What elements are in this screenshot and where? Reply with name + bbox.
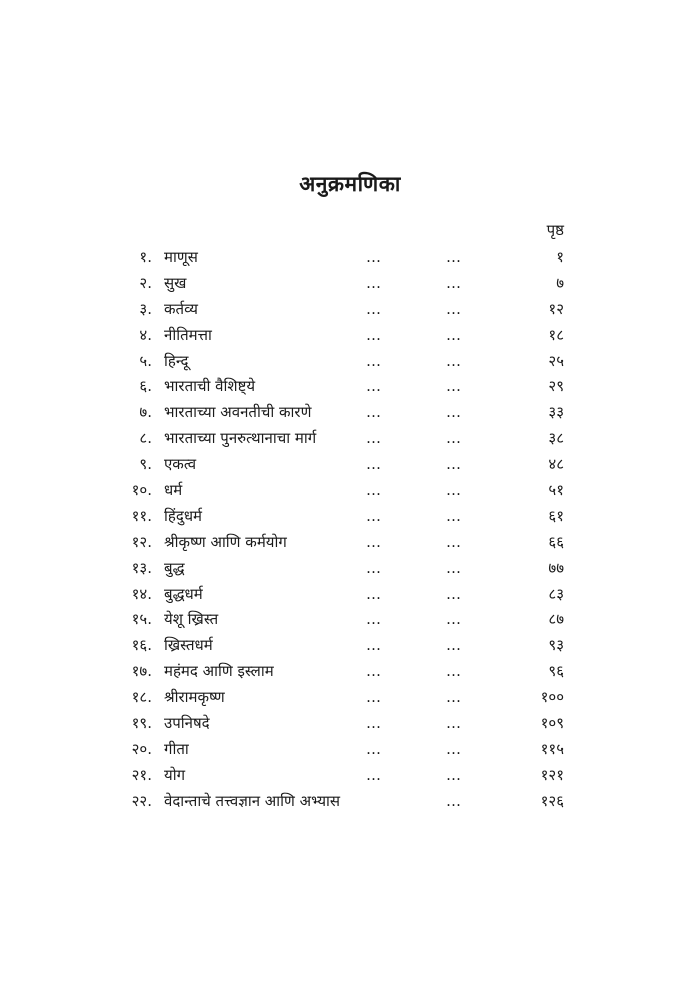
toc-entry-title: बुद्ध: [164, 558, 185, 577]
toc-entry-number: १३.: [131, 558, 152, 577]
toc-leader-dots: …: [446, 610, 462, 629]
toc-entry-title: हिन्दू: [164, 351, 189, 370]
toc-entry-number: १.: [139, 248, 152, 266]
toc-leader-dots: …: [366, 610, 382, 629]
toc-entry-number: १०.: [131, 481, 152, 500]
toc-entry-page: २५: [548, 351, 564, 370]
toc-entry-title: योग: [164, 765, 186, 784]
toc-entry: [0, 374, 700, 400]
toc-entry-title: माणूस: [164, 248, 198, 266]
toc-leader-dots: …: [446, 325, 462, 344]
toc-entry-number: २०.: [131, 739, 152, 758]
toc-entry-title: श्रीकृष्ण आणि कर्मयोग: [164, 532, 287, 551]
toc-entry-page: १८: [548, 325, 564, 344]
toc-entry-page: ६६: [548, 532, 564, 551]
toc-entry-title: बुद्धधर्म: [164, 584, 203, 603]
toc-leader-dots: …: [366, 248, 382, 266]
toc-leader-dots: …: [366, 688, 382, 707]
toc-entry-title: भारताच्या अवनतीची कारणे: [164, 403, 312, 422]
toc-leader-dots: …: [366, 481, 382, 500]
toc-leader-dots: …: [366, 455, 382, 474]
toc-leader-dots: …: [446, 273, 462, 292]
toc-entry-page: ४८: [548, 455, 564, 474]
toc-entry-page: ११५: [540, 739, 564, 758]
toc-entry-page: १०९: [540, 714, 564, 733]
page-column-header: पृष्ठ: [546, 221, 564, 239]
toc-entry-title: गीता: [164, 739, 189, 758]
toc-entry-title: भारताच्या पुनरुत्थानाचा मार्ग: [164, 429, 317, 448]
toc-entry-number: १८.: [131, 688, 152, 707]
toc-entry-page: ८३: [548, 584, 564, 603]
toc-leader-dots: …: [446, 377, 462, 396]
toc-entry-number: १२.: [131, 532, 152, 551]
toc-leader-dots: …: [366, 532, 382, 551]
toc-leader-dots: …: [366, 299, 382, 318]
toc-entry-number: १७.: [131, 662, 152, 681]
toc-leader-dots: …: [446, 403, 462, 422]
toc-entry-page: ७७: [548, 558, 564, 577]
toc-entry: [0, 582, 700, 608]
toc-entry-title: ख्रिस्तधर्म: [164, 636, 213, 655]
toc-leader-dots: …: [446, 739, 462, 758]
toc-entry-page: ९६: [548, 662, 564, 681]
toc-entry-number: १५.: [131, 610, 152, 629]
toc-entry-title: हिंदुधर्म: [164, 506, 203, 525]
toc-entry-number: ५.: [139, 351, 152, 370]
toc-entry-number: २२.: [131, 791, 152, 810]
toc-entry-number: २१.: [131, 765, 152, 784]
toc-entry-page: ७: [556, 273, 564, 292]
toc-entry-title: एकत्व: [164, 455, 197, 474]
toc-leader-dots: …: [366, 351, 382, 370]
toc-leader-dots: …: [446, 688, 462, 707]
toc-entry: [0, 245, 700, 271]
toc-leader-dots: …: [366, 506, 382, 525]
toc-entry: [0, 478, 700, 504]
toc-entry-page: १२६: [540, 791, 564, 810]
toc-leader-dots: …: [446, 455, 462, 474]
toc-entry: [0, 556, 700, 582]
toc-entry-number: १९.: [131, 714, 152, 733]
toc-leader-dots: …: [366, 377, 382, 396]
toc-entry-title: येशू ख्रिस्त: [164, 610, 219, 629]
toc-leader-dots: …: [366, 765, 382, 784]
toc-entry-number: ७.: [139, 403, 152, 422]
toc-entry-page: १२१: [540, 765, 564, 784]
toc-entry: [0, 711, 700, 737]
page-title: अनुक्रमणिका: [299, 172, 401, 196]
toc-leader-dots: …: [446, 351, 462, 370]
toc-leader-dots: …: [446, 558, 462, 577]
toc-leader-dots: …: [446, 584, 462, 603]
toc-entry-title: महंमद आणि इस्लाम: [164, 662, 274, 681]
toc-leader-dots: …: [446, 791, 462, 810]
toc-entry-page: ८७: [548, 610, 564, 629]
toc-entry-number: १४.: [131, 584, 152, 603]
toc-leader-dots: …: [446, 429, 462, 448]
toc-entry-page: ५१: [548, 481, 564, 500]
toc-entry: [0, 633, 700, 659]
toc-entry: [0, 400, 700, 426]
toc-entry-number: २.: [139, 273, 152, 292]
toc-leader-dots: …: [366, 429, 382, 448]
toc-entry: [0, 426, 700, 452]
toc-leader-dots: …: [446, 662, 462, 681]
toc-entry-number: ८.: [139, 429, 152, 448]
toc-leader-dots: …: [366, 403, 382, 422]
toc-entry-page: २९: [548, 377, 564, 396]
toc-leader-dots: …: [446, 248, 462, 266]
toc-entry: [0, 737, 700, 763]
toc-entry-page: ३३: [548, 403, 564, 422]
toc-entry-number: ४.: [139, 325, 152, 344]
toc-entry: [0, 607, 700, 633]
toc-entry-title: सुख: [164, 273, 187, 292]
toc-entry-title: भारताची वैशिष्ट्ये: [164, 377, 256, 396]
toc-leader-dots: …: [446, 299, 462, 318]
toc-entry-number: ९.: [139, 455, 152, 474]
toc-entry: [0, 323, 700, 349]
toc-entry-number: १६.: [131, 636, 152, 655]
toc-entry-page: ३८: [548, 429, 564, 448]
toc-entry: [0, 789, 700, 815]
toc-entry-number: ११.: [131, 506, 152, 525]
toc-leader-dots: …: [366, 662, 382, 681]
toc-leader-dots: …: [366, 325, 382, 344]
toc-entry: [0, 763, 700, 789]
toc-entry-number: ६.: [139, 377, 152, 396]
toc-entry-page: ६१: [548, 506, 564, 525]
toc-entry-page: १: [556, 248, 564, 266]
toc-entry-number: ३.: [139, 299, 152, 318]
toc-leader-dots: …: [366, 739, 382, 758]
toc-entry-title: वेदान्ताचे तत्त्वज्ञान आणि अभ्यास: [164, 791, 341, 810]
toc-leader-dots: …: [366, 584, 382, 603]
toc-entry: [0, 530, 700, 556]
toc-entry-title: नीतिमत्ता: [164, 325, 212, 344]
toc-entry: [0, 271, 700, 297]
toc-entry-title: धर्म: [164, 481, 183, 500]
toc-leader-dots: …: [446, 506, 462, 525]
toc-leader-dots: …: [366, 273, 382, 292]
toc-leader-dots: …: [366, 636, 382, 655]
toc-leader-dots: …: [366, 714, 382, 733]
toc-entry: [0, 685, 700, 711]
toc-leader-dots: …: [446, 636, 462, 655]
toc-leader-dots: …: [446, 532, 462, 551]
toc-entry: [0, 452, 700, 478]
toc-leader-dots: …: [446, 714, 462, 733]
toc-entry: [0, 297, 700, 323]
toc-entry-title: श्रीरामकृष्ण: [164, 688, 225, 707]
toc-entry: [0, 659, 700, 685]
toc-leader-dots: …: [446, 765, 462, 784]
table-of-contents: [0, 245, 700, 815]
toc-leader-dots: …: [446, 481, 462, 500]
toc-entry: [0, 349, 700, 375]
toc-entry: [0, 504, 700, 530]
toc-entry-title: कर्तव्य: [164, 299, 198, 318]
toc-leader-dots: …: [366, 558, 382, 577]
toc-entry-title: उपनिषदे: [164, 714, 210, 733]
toc-entry-page: १००: [540, 688, 564, 707]
toc-entry-page: ९३: [548, 636, 564, 655]
toc-entry-page: १२: [548, 299, 564, 318]
